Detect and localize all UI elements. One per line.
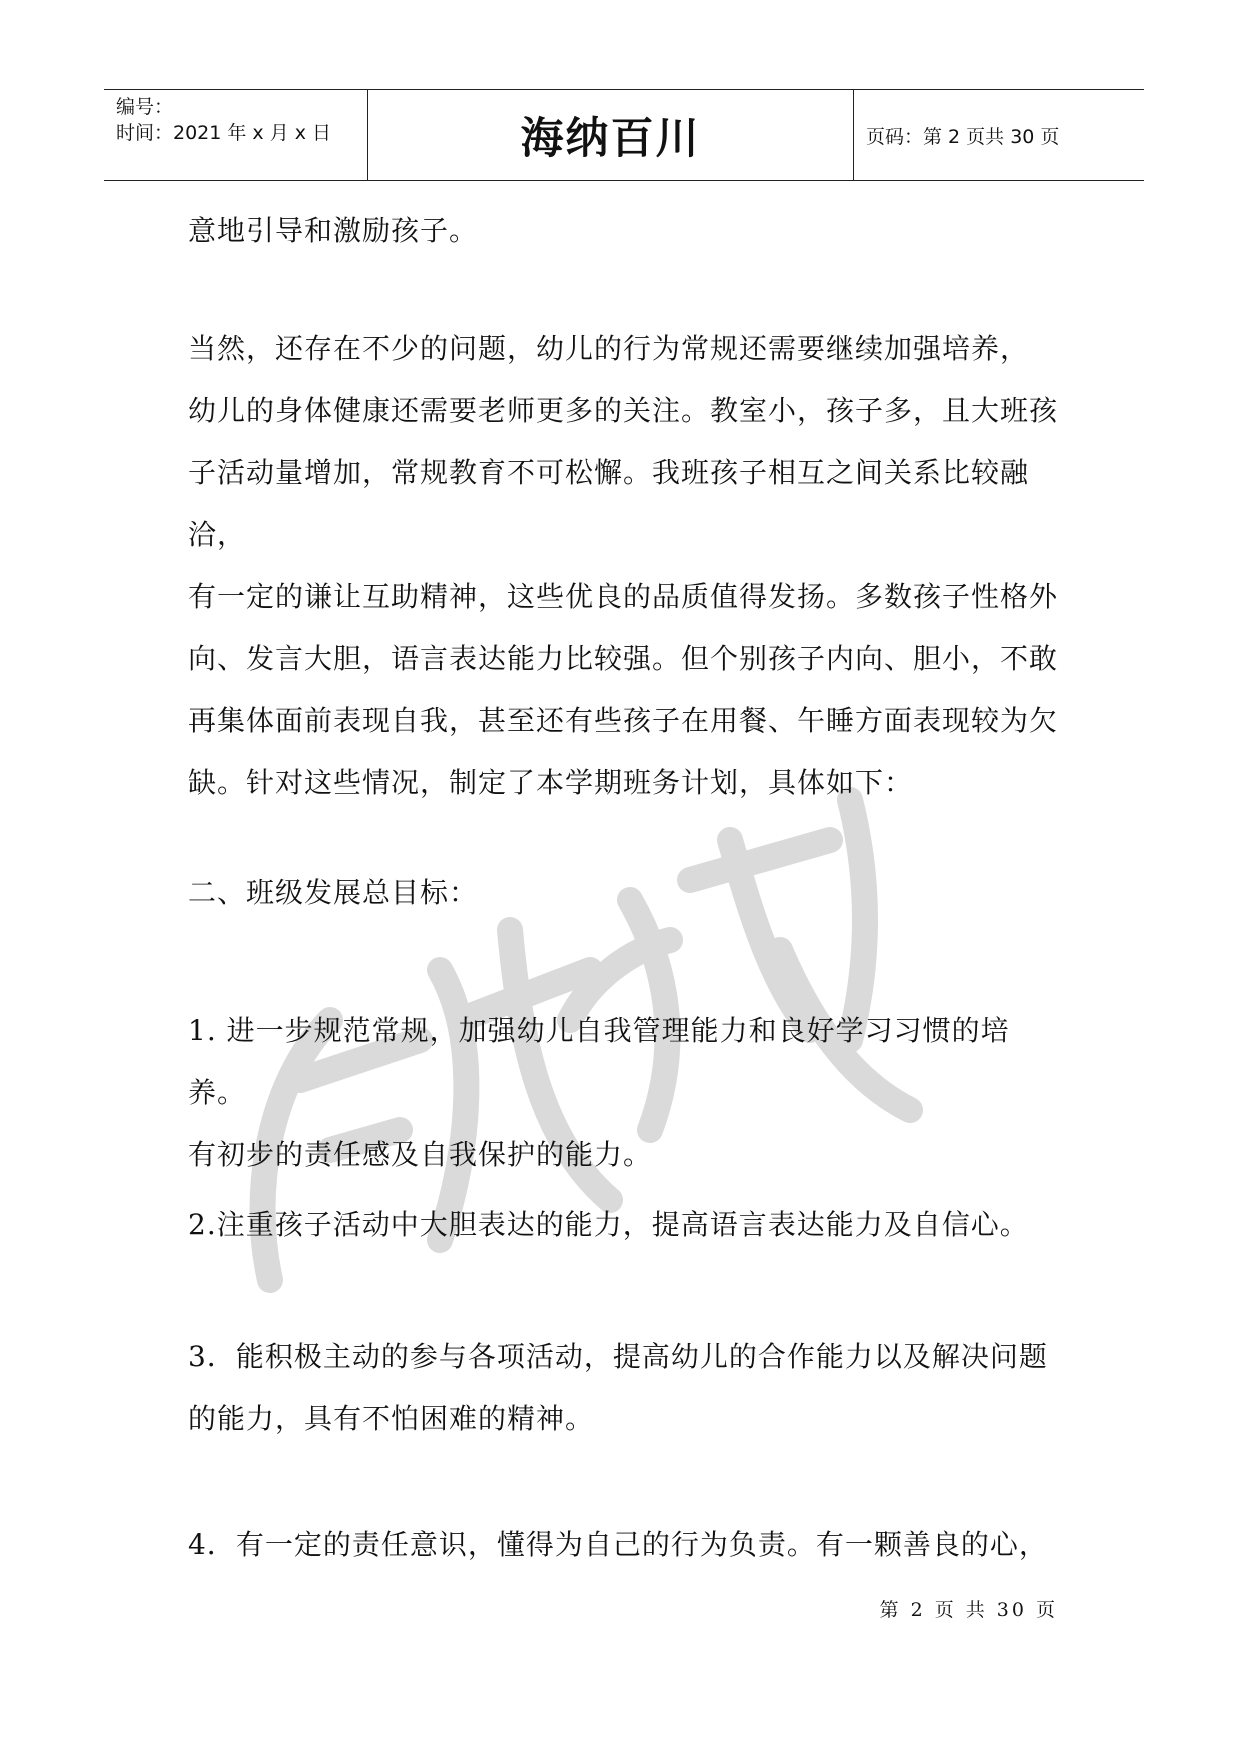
header-brand-cell — [368, 90, 854, 180]
paragraph-problems — [188, 318, 1058, 814]
goal-3 — [188, 1326, 1058, 1450]
header-meta — [104, 90, 368, 180]
page-footer: 第 2 页 共 30 页 — [879, 1599, 1058, 1621]
text-line: 缺。针对这些情况，制定了本学期班务计划，具体如下： — [188, 766, 914, 799]
goal-2: 2.注重孩子活动中大胆表达的能力，提高语言表达能力及自信心。 — [188, 1208, 1029, 1241]
goal-4: 4．有一定的责任意识，懂得为自己的行为负责。有一颗善良的心， — [188, 1528, 1048, 1561]
section-heading: 二、班级发展总目标： — [188, 876, 479, 909]
page-label: 页码：第 2 页共 30 页 — [866, 125, 1060, 148]
number-label: 编号： — [116, 96, 174, 118]
header-page-cell — [854, 90, 1144, 180]
paragraph-continuation: 意地引导和激励孩子。 — [188, 214, 479, 247]
goal-1 — [188, 1000, 1058, 1186]
text-line: 3．能积极主动的参与各项活动，提高幼儿的合作能力以及解决问题 — [188, 1340, 1048, 1373]
text-line: 子活动量增加，常规教育不可松懈。我班孩子相互之间关系比较融洽， — [188, 456, 1030, 551]
brand-title: 海纳百川 — [520, 113, 701, 164]
text-line: 1. 进一步规范常规，加强幼儿自我管理能力和良好学习习惯的培养。 — [188, 1014, 1010, 1109]
text-line: 的能力，具有不怕困难的精神。 — [188, 1402, 595, 1435]
text-line: 有初步的责任感及自我保护的能力。 — [188, 1138, 653, 1171]
text-line: 向、发言大胆，语言表达能力比较强。但个别孩子内向、胆小，不敢 — [188, 642, 1059, 675]
text-line: 有一定的谦让互助精神，这些优良的品质值得发扬。多数孩子性格外 — [188, 580, 1059, 613]
text-line: 幼儿的身体健康还需要老师更多的关注。教室小，孩子多，且大班孩 — [188, 394, 1059, 427]
document-header — [104, 89, 1144, 181]
text-line: 当然，还存在不少的问题，幼儿的行为常规还需要继续加强培养， — [188, 332, 1030, 365]
time-label: 时间：2021 年 x 月 x 日 — [116, 122, 332, 144]
text-line: 再集体面前表现自我，甚至还有些孩子在用餐、午睡方面表现较为欠 — [188, 704, 1059, 737]
